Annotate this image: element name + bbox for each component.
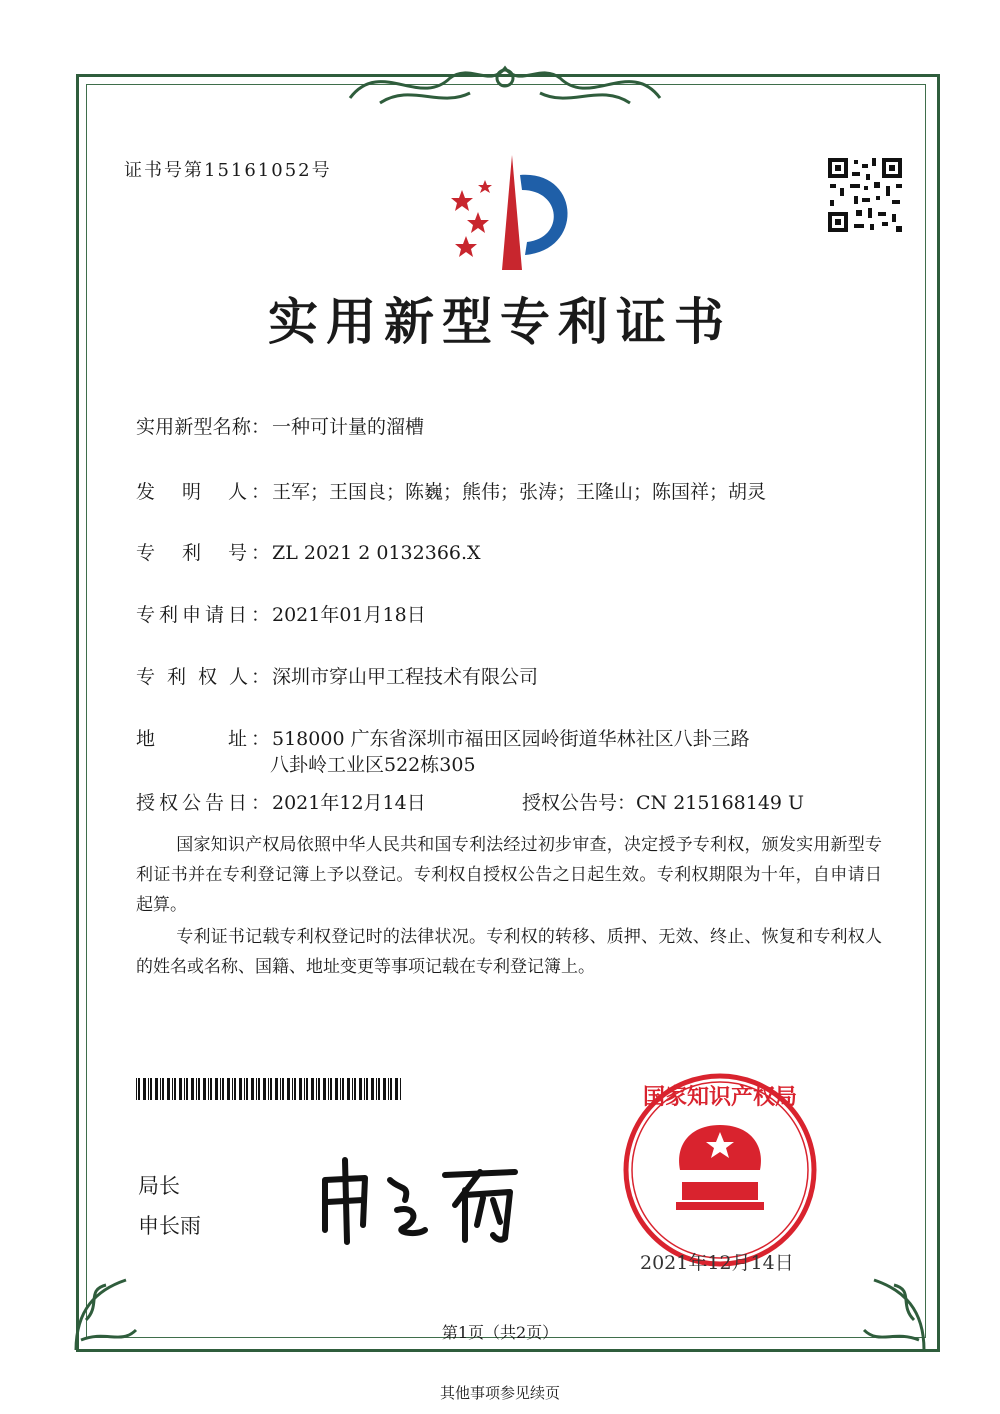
paragraph-text: 国家知识产权局依照中华人民共和国专利法经过初步审查，决定授予专利权，颁发实用新型专利证书并在专利登记簿上予以登记。专利权自授权公告之日起生效。专利权期限为十年，自申请日起算。 (136, 835, 882, 915)
field-label: 实用新型名称： (136, 416, 270, 438)
field-grant-date (136, 788, 426, 815)
field-value: 518000 广东省深圳市福田区园岭街道华林社区八卦三路 (272, 728, 750, 750)
director-signature (305, 1150, 545, 1245)
field-name (136, 412, 424, 439)
field-grant-publication-number (522, 788, 804, 815)
seal-date: 2021年12月14日 (640, 1252, 794, 1274)
top-ornament-icon (340, 48, 670, 118)
corner-ornament-icon (824, 1250, 934, 1360)
field-label: 专 利 号： (136, 542, 270, 564)
field-label: 专 利 权 人： (136, 666, 270, 688)
field-value: 王军；王国良；陈巍；熊伟；张涛；王隆山；陈国祥；胡灵 (272, 481, 767, 503)
field-value: 2021年01月18日 (272, 604, 426, 626)
field-value: 一种可计量的溜槽 (272, 416, 425, 438)
field-value: 2021年12月14日 (272, 792, 426, 814)
field-inventors (136, 477, 766, 504)
director-name: 申长雨 (138, 1214, 201, 1238)
field-value: 深圳市穿山甲工程技术有限公司 (272, 666, 539, 688)
director-title: 局长 (138, 1174, 180, 1198)
field-label: 授权公告日： (136, 792, 270, 814)
body-paragraph (136, 922, 882, 982)
field-value: ZL 2021 2 0132366.X (272, 542, 481, 564)
continuation-note: 其他事项参见续页 (439, 1384, 560, 1402)
corner-ornament-icon (66, 1250, 176, 1360)
official-seal-icon (620, 1070, 820, 1270)
seal-text: 国家知识产权局 (642, 1085, 798, 1110)
certificate-title: 实用新型专利证书 (268, 292, 732, 351)
qr-code-icon (826, 156, 904, 234)
body-paragraph (136, 830, 882, 920)
field-label: 专利申请日： (136, 604, 270, 626)
certificate-number: 证书号第15161052号 (124, 160, 332, 181)
field-patentee (136, 662, 538, 689)
field-address-line2: 八卦岭工业区522栋305 (270, 754, 476, 776)
field-address (136, 724, 750, 751)
patent-office-logo-icon (430, 150, 590, 280)
field-value: CN 215168149 U (636, 792, 805, 814)
field-label: 授权公告号： (522, 792, 637, 814)
field-label: 发 明 人： (136, 481, 270, 503)
barcode-icon (136, 1078, 404, 1100)
paragraph-text: 专利证书记载专利权登记时的法律状况。专利权的转移、质押、无效、终止、恢复和专利权人的姓名或名称、国籍、地址变更等事项记载在专利登记簿上。 (136, 927, 882, 977)
field-filing-date (136, 600, 426, 627)
field-label: 地 址： (136, 728, 270, 750)
field-patent-number (136, 538, 481, 565)
page-number: 第1页（共2页） (441, 1323, 559, 1342)
